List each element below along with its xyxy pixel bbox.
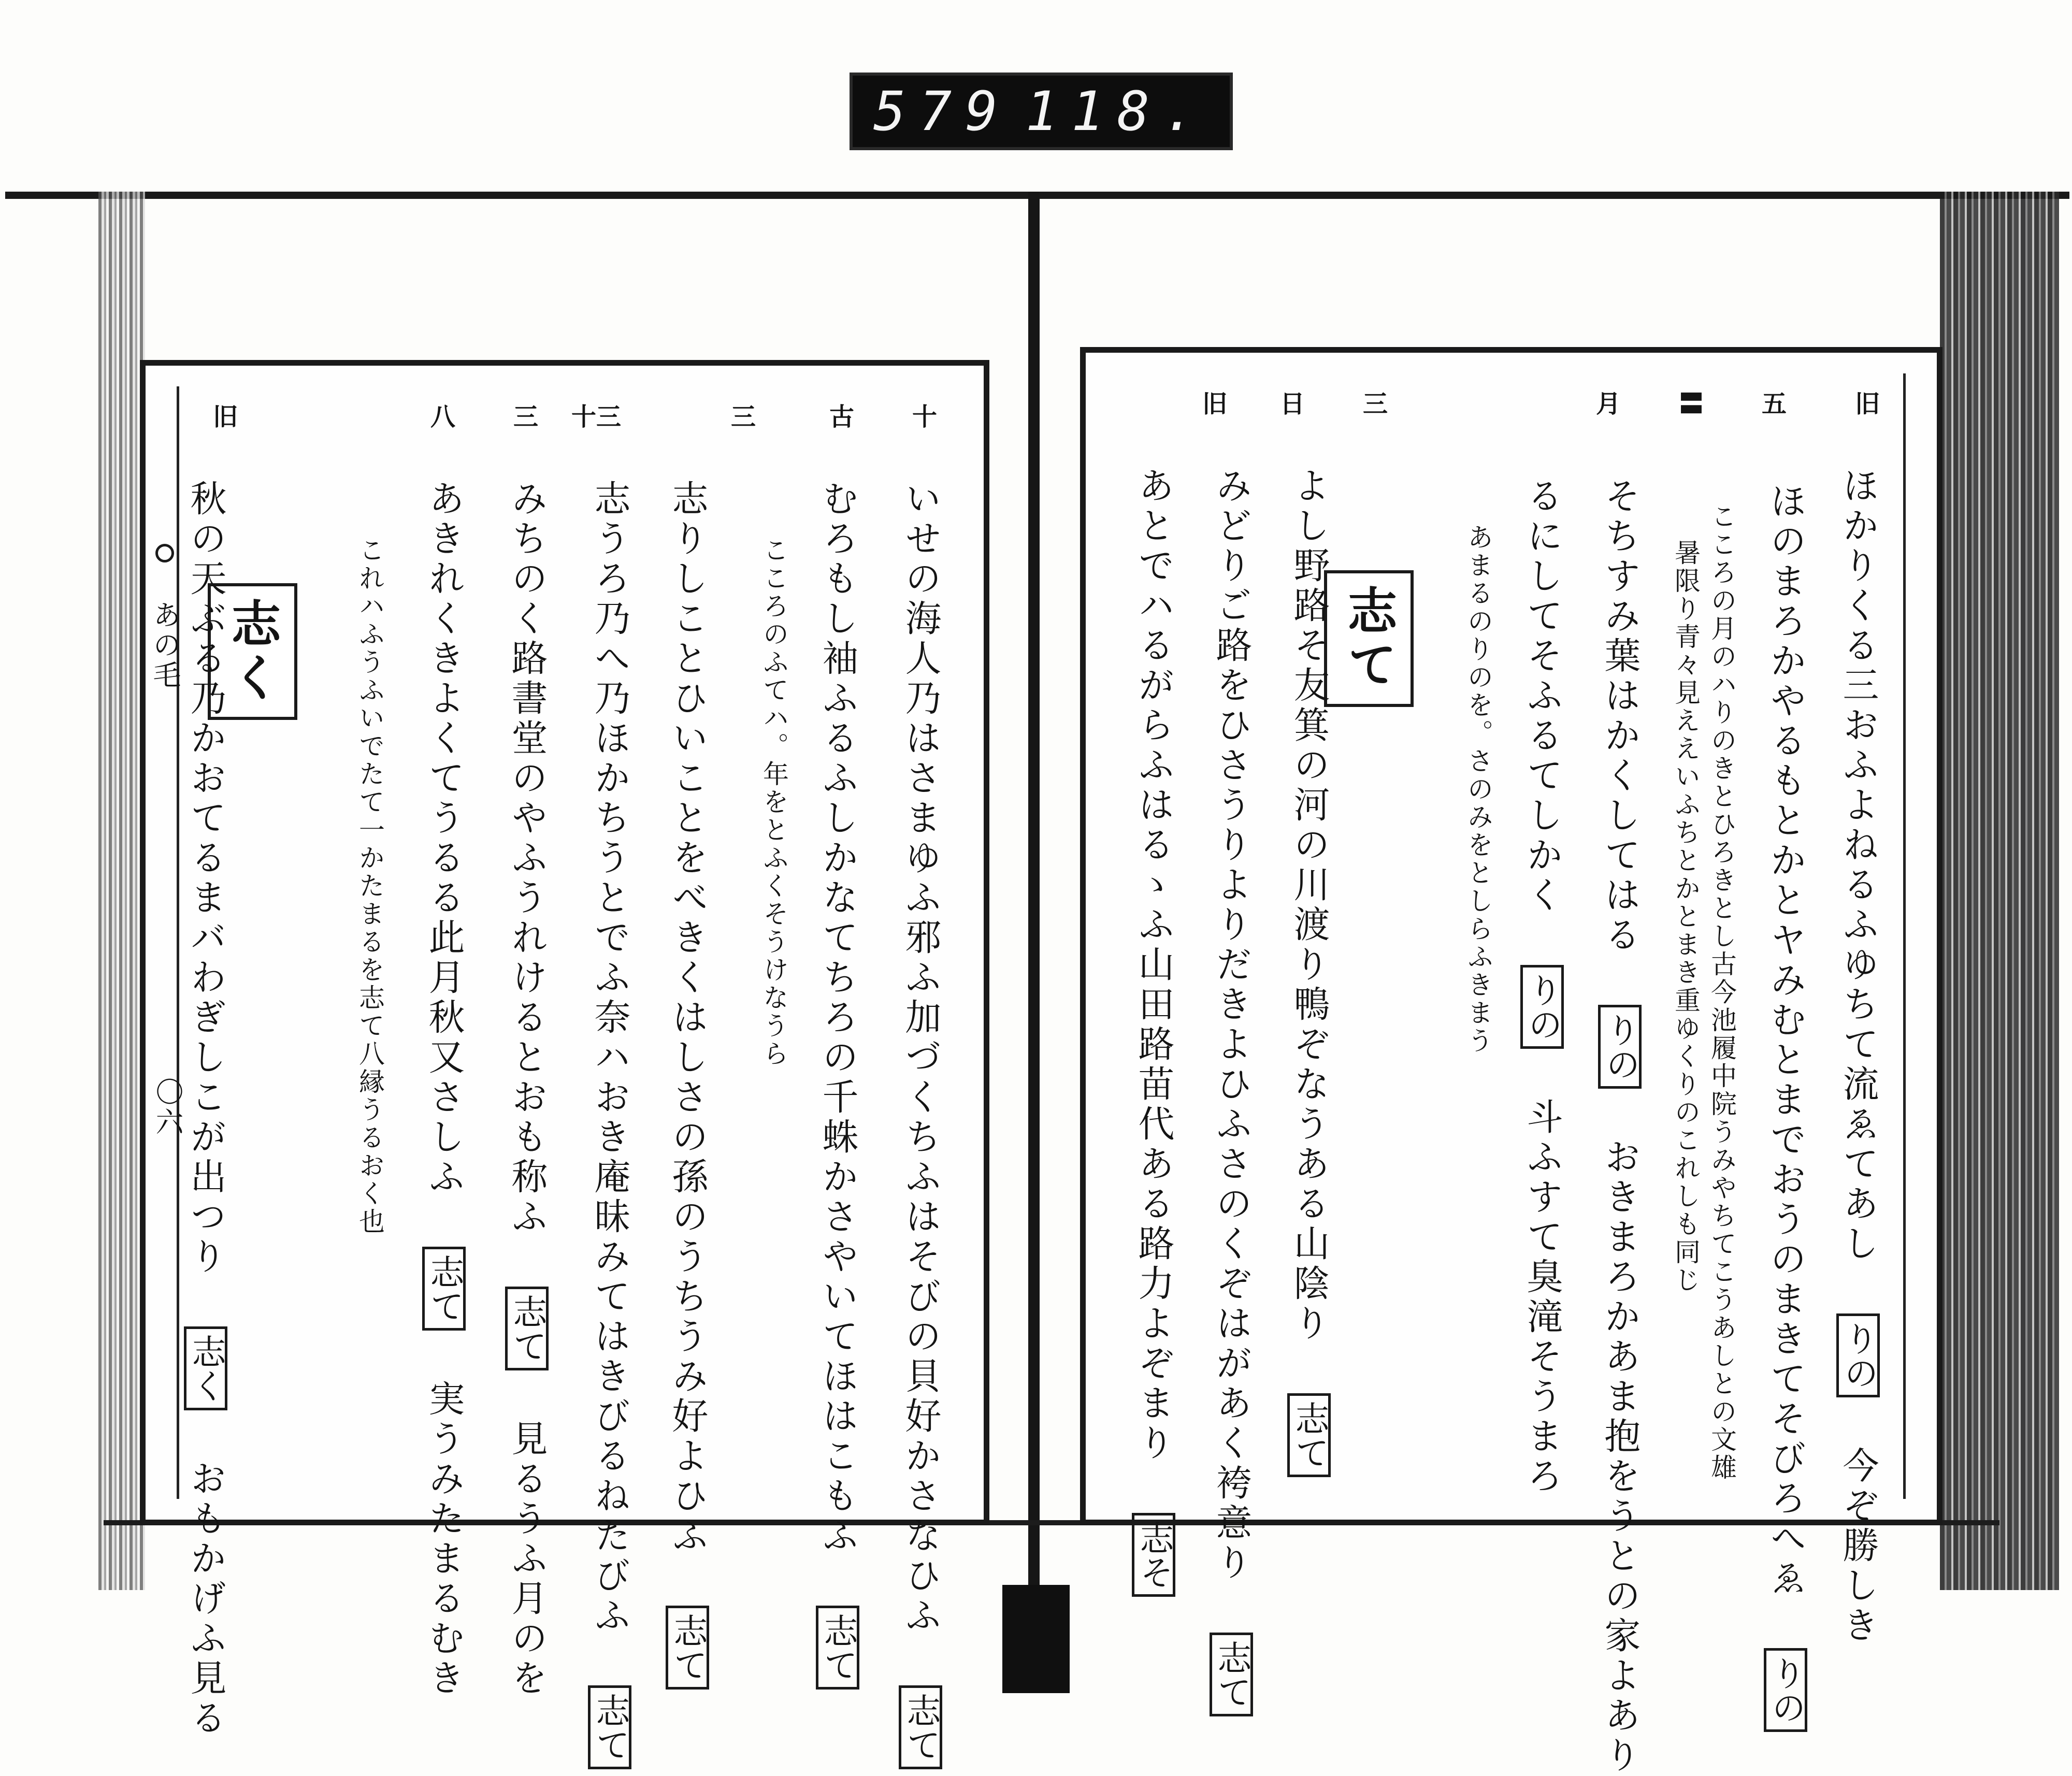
left-col-4: 志りしことひいことをべきくはしさの孫のうちうみ好よひふ 志て	[666, 480, 709, 1693]
right-col-8: よし野路そ友箕の河の川渡り鴨ぞなうある山陰り 志て	[1287, 467, 1331, 1480]
left-col-4-box: 志て	[666, 1606, 709, 1690]
right-col-6: るにしてそふるてしかく りの 斗ふすて臭滝そうまろ	[1521, 477, 1563, 1497]
left-header-5: 三	[513, 402, 538, 431]
right-col-10: あとでハるがらふはるゝふ山田路苗代ある路力よぞまり 志そ	[1132, 467, 1175, 1600]
left-header-1: 十	[912, 402, 937, 431]
right-header-2: 五	[1761, 389, 1787, 418]
right-header-5: 三	[1362, 389, 1388, 418]
right-header-4: 月	[1595, 389, 1621, 418]
right-col-3-note: こころの月のハりのきとひろきとし古今池履中院うみやちてこうあしとの文雄	[1707, 503, 1737, 1482]
left-header-4: 十三	[571, 402, 621, 431]
left-page-edges	[98, 192, 145, 1590]
right-page-edges	[1940, 192, 2059, 1590]
right-col-2-box: りの	[1764, 1648, 1807, 1732]
left-col-2: むろもし袖ふるふしかなてちろの千蛛かさやいてほはこもふ 志て	[816, 480, 859, 1693]
right-col-10-box: 志そ	[1132, 1513, 1175, 1597]
circle-mark-icon	[155, 544, 174, 562]
right-col-2: ほのまろかやるもとかとヤみむとまでおうのまきてそびろへゑ りの	[1764, 482, 1807, 1735]
film-frame-counter	[850, 73, 1233, 150]
counter-left-number: 579	[873, 80, 1011, 143]
counter-right-number: 118.	[1025, 80, 1209, 143]
right-header-3: 〓	[1678, 389, 1704, 418]
left-header-2: 古	[829, 402, 854, 431]
right-col-5: そちすみ葉はかくしてはる りの おきまろかあま抱をうとの家よあり	[1599, 477, 1641, 1776]
left-margin-folio: 〇六	[151, 1077, 184, 1137]
left-col-6: みちのく路書堂のやふうれけるとおも称ふ 志て 見るうふ月のを	[506, 480, 548, 1699]
left-margin-top-label: あの毛	[145, 544, 185, 690]
left-page	[140, 360, 989, 1761]
book-spine	[1028, 192, 1040, 1608]
right-col-7-note: あまるのりのを。さのみをとしらふきまう	[1463, 524, 1493, 1055]
left-col-5-box: 志て	[588, 1685, 631, 1769]
left-header-7: 旧	[213, 402, 238, 431]
left-col-6-box: 志て	[505, 1287, 549, 1370]
left-col-3-note: こころのふてハ。年をとふくそうけなうら	[759, 537, 789, 1068]
right-col-8-box: 志て	[1287, 1393, 1331, 1477]
left-col-9: 秋の天ぶる乃かおてるまバわぎしこが出つり 志く おもかげふ見る	[184, 480, 227, 1739]
left-col-7: あきれくきよくてうるる此月秋又さしふ 志て 実うみたまるむき	[423, 480, 465, 1699]
right-section-heading: 志て	[1324, 570, 1414, 707]
left-col-1: いせの海人乃はさまゆふ邪ふ加づくちふはそびの貝好かさなひふ 志て	[899, 480, 942, 1772]
left-header-3: 三	[730, 402, 756, 431]
right-col-9: みどりご路をひさうりよりだきよひふさのくぞはがあく袴意り 志て	[1210, 467, 1253, 1720]
left-col-2-box: 志て	[816, 1606, 859, 1690]
right-col-5-box: りの	[1598, 1005, 1642, 1089]
left-col-7-box: 志て	[422, 1247, 466, 1331]
right-col-6-box: りの	[1520, 965, 1564, 1049]
left-col-8-note: これハふうふいでたて一かたまるを志て八縁うるおく也	[355, 537, 385, 1236]
right-col-1-box: りの	[1836, 1313, 1880, 1397]
right-header-6: 日	[1279, 389, 1305, 418]
right-page	[1080, 347, 1942, 1776]
right-page-inner-rule	[1903, 373, 1906, 1499]
left-col-5: 志うろ乃へ乃ほかちうとでふ奈ハおき庵昧みてはきびるねたびふ 志て	[588, 480, 631, 1772]
right-header-7: 旧	[1202, 389, 1227, 418]
left-header-6: 八	[430, 402, 455, 431]
left-col-1-box: 志て	[899, 1685, 942, 1769]
right-col-9-box: 志て	[1210, 1633, 1253, 1716]
left-col-9-box: 志く	[184, 1326, 227, 1410]
right-header-1: 旧	[1854, 389, 1880, 418]
right-col-4-note: 暑限り青々見ええいふちとかとまき重ゆくりのこれしも同じ	[1671, 539, 1701, 1294]
left-section-heading: 志く	[208, 583, 297, 720]
right-col-1: ほかりくる三おふよねるふゆちて流ゑてあし りの 今ぞ勝しき	[1837, 467, 1879, 1646]
spine-clip	[1002, 1585, 1070, 1693]
